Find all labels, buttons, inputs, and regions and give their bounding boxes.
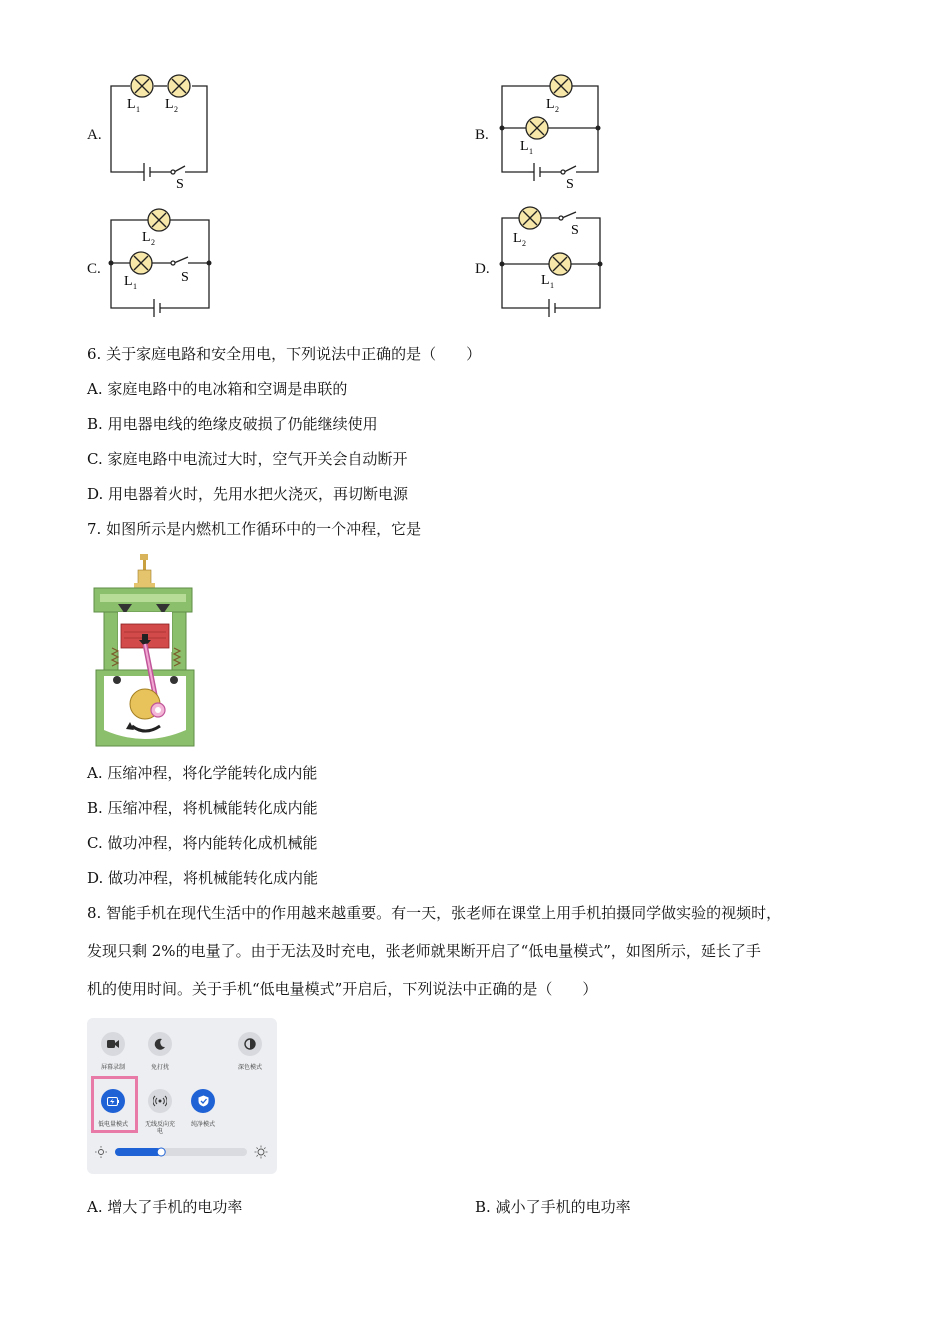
circuit-diagram-d [492,200,612,325]
label-l1: L [127,97,136,112]
option-b[interactable]: B. 压缩冲程，将机械能转化成内能 [87,799,318,817]
svg-text:L: L [520,139,529,154]
brightness-slider[interactable] [95,1145,271,1159]
svg-text:L: L [124,274,133,289]
label-s: S [176,177,184,192]
svg-text:1: 1 [133,282,137,291]
question-stem-line-2: 发现只剩 2%的电量了。由于无法及时充电，张老师就果断开启了“低电量模式”，如图所示，延长了手 [87,942,761,960]
svg-text:2: 2 [174,105,178,114]
pure-mode-label: 纯净模式 [190,1121,215,1128]
wireless-reverse-charge-label-1: 无线反向充 [144,1121,175,1128]
option-c[interactable]: C. 做功冲程，将内能转化成机械能 [87,834,318,852]
do-not-disturb-tile[interactable] [148,1032,172,1056]
screen-record-tile[interactable] [101,1032,125,1056]
question-stem: 6. 关于家庭电路和安全用电，下列说法中正确的是（ ） [87,345,482,363]
svg-text:L: L [546,97,555,112]
moon-icon [154,1038,166,1050]
wireless-reverse-charge-tile[interactable] [148,1089,172,1113]
screen-record-label: 屏幕录制 [100,1064,125,1071]
question-stem: 7. 如图所示是内燃机工作循环中的一个冲程，它是 [87,520,422,538]
svg-text:1: 1 [529,147,533,156]
video-camera-icon [107,1039,119,1049]
option-d[interactable]: D. 做功冲程，将机械能转化成内能 [87,869,319,887]
slider-fill [115,1148,161,1156]
option-letter: B. [475,127,489,143]
sun-small-icon [95,1146,107,1158]
option-letter: A. [87,127,102,143]
svg-text:2: 2 [522,239,526,248]
svg-text:2: 2 [151,238,155,247]
phone-control-panel [87,1018,277,1174]
circuit-diagram-b [492,68,612,193]
circuit-diagram-a [100,68,220,193]
do-not-disturb-label: 免打扰 [150,1064,169,1071]
option-a[interactable]: A. 压缩冲程，将化学能转化成内能 [87,764,318,782]
option-a[interactable]: A. 家庭电路中的电冰箱和空调是串联的 [87,380,348,398]
option-letter: C. [87,261,101,277]
option-a[interactable]: A. 增大了手机的电功率 [87,1198,243,1216]
option-d[interactable]: D. 用电器着火时，先用水把火浇灭，再切断电源 [87,485,409,503]
label-l2: L [165,97,174,112]
svg-text:L: L [541,273,550,288]
svg-text:S: S [571,223,579,238]
slider-knob[interactable] [157,1148,165,1156]
svg-text:S: S [566,177,574,192]
pure-mode-tile[interactable] [191,1089,215,1113]
svg-text:1: 1 [136,105,140,114]
sun-large-icon [255,1146,268,1159]
dark-mode-label: 深色模式 [237,1064,262,1071]
option-b[interactable]: B. 减小了手机的电功率 [475,1198,631,1216]
circuit-diagram-c [100,205,225,325]
wireless-charge-icon [153,1095,167,1107]
low-power-mode-label: 低电量模式 [97,1121,128,1128]
battery-icon [107,1097,119,1106]
question-stem-line-1: 8. 智能手机在现代生活中的作用越来越重要。有一天，张老师在课堂上用手机拍摄同学做实验的视频时， [87,904,782,922]
shield-check-icon [198,1095,209,1107]
engine-diagram [90,552,200,748]
svg-text:L: L [513,231,522,246]
option-letter: D. [475,261,490,277]
svg-text:L: L [142,230,151,245]
svg-text:S: S [181,270,189,285]
question-stem-line-3: 机的使用时间。关于手机“低电量模式”开启后，下列说法中正确的是（ ） [87,980,598,998]
wireless-reverse-charge-label-2: 电 [156,1128,163,1135]
low-power-mode-tile[interactable] [101,1089,125,1113]
contrast-icon [244,1038,256,1050]
option-c[interactable]: C. 家庭电路中电流过大时，空气开关会自动断开 [87,450,408,468]
svg-text:2: 2 [555,105,559,114]
dark-mode-tile[interactable] [238,1032,262,1056]
svg-text:1: 1 [550,281,554,290]
option-b[interactable]: B. 用电器电线的绝缘皮破损了仍能继续使用 [87,415,378,433]
